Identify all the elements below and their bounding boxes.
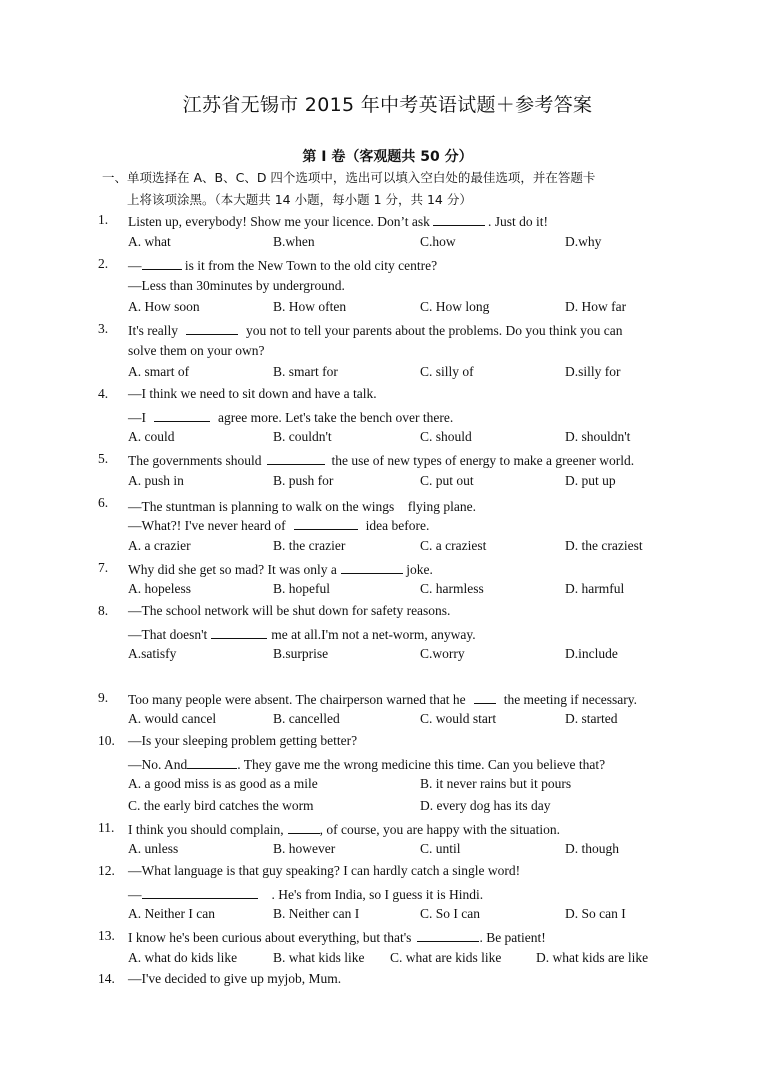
question-text — [128, 690, 637, 708]
question-number: 11. — [98, 820, 115, 835]
question-text-a: — — [128, 258, 142, 273]
question-number: 13. — [98, 928, 115, 943]
option-b: B. Neither can I — [273, 906, 360, 921]
question-line-2 — [0, 516, 775, 538]
question-text-a: It's really — [128, 323, 179, 338]
answer-blank — [474, 690, 496, 704]
question-number: 14. — [98, 971, 115, 986]
option-b: B. cancelled — [273, 711, 340, 726]
question-text-a: —That doesn't — [128, 627, 208, 642]
question-line-2 — [0, 885, 775, 907]
question-text-b: me at all.I'm not a net-worm, anyway. — [271, 627, 476, 642]
question-text-b: , of course, you are happy with the situation. — [319, 822, 560, 837]
option-a: A.satisfy — [128, 646, 177, 661]
option-d: D. though — [565, 841, 619, 856]
question-text — [128, 755, 605, 773]
question-text-a: — — [128, 887, 142, 902]
option-c: C. harmless — [420, 581, 484, 596]
question-text-b: agree more. Let's take the bench over there. — [218, 410, 454, 425]
question-line-2 — [0, 625, 775, 647]
option-b: B. what kids like — [273, 950, 365, 965]
option-d: D.why — [565, 234, 602, 249]
question-2 — [0, 256, 775, 278]
question-text — [128, 625, 476, 643]
options-row — [0, 473, 775, 495]
option-c: C. would start — [420, 711, 497, 726]
option-a: A. hopeless — [128, 581, 191, 596]
option-c: C. a craziest — [420, 538, 487, 553]
options-row — [0, 798, 775, 820]
answer-blank — [341, 560, 403, 574]
question-text — [128, 820, 560, 838]
question-text-a: I know he's been curious about everything, but that's — [128, 930, 412, 945]
option-a: A. smart of — [128, 364, 190, 379]
question-number: 8. — [98, 603, 109, 618]
question-text-b: . Be patient! — [479, 930, 546, 945]
question-14 — [0, 971, 775, 993]
question-10 — [0, 733, 775, 755]
option-c: C. should — [420, 429, 472, 444]
option-d: D.silly for — [565, 364, 621, 379]
question-text — [128, 321, 623, 339]
answer-blank — [142, 885, 258, 899]
options-row — [0, 950, 775, 972]
question-line-2 — [0, 755, 775, 777]
options-row — [0, 364, 775, 386]
question-text: —The stuntman is planning to walk on the wings flying plane. — [128, 499, 476, 514]
question-text-a: —I — [128, 410, 146, 425]
section-instructions — [0, 168, 775, 190]
question-text-b: . Just do it! — [487, 214, 548, 229]
question-number: 12. — [98, 863, 115, 878]
option-b: B. couldn't — [273, 429, 332, 444]
option-d: D. How far — [565, 299, 627, 314]
instruction-line-1: 一、单项选择在 A、B、C、D 四个选项中，选出可以填入空白处的最佳选项，并在答题卡 — [102, 170, 596, 185]
question-text: solve them on your own? — [128, 343, 265, 358]
answer-blank — [417, 928, 479, 942]
question-text — [128, 408, 453, 426]
question-text: —What language is that guy speaking? I can hardly catch a single word! — [128, 863, 521, 878]
answer-blank — [154, 408, 210, 422]
question-line-2 — [0, 278, 775, 300]
question-number: 5. — [98, 451, 109, 466]
question-number: 4. — [98, 386, 109, 401]
options-row — [0, 906, 775, 928]
option-d: D. So can I — [565, 906, 626, 921]
option-b: B. push for — [273, 473, 334, 488]
question-text-b: idea before. — [365, 518, 430, 533]
question-6 — [0, 495, 775, 517]
question-text-b: the meeting if necessary. — [503, 692, 638, 707]
option-a: A. Neither I can — [128, 906, 215, 921]
question-text — [128, 928, 546, 946]
question-text-a: Too many people were absent. The chairperson warned that he — [128, 692, 466, 707]
question-4 — [0, 386, 775, 408]
option-b: B.when — [273, 234, 315, 249]
answer-blank — [187, 755, 237, 769]
options-row — [0, 776, 775, 798]
answer-blank — [294, 516, 358, 530]
instruction-row-2 — [0, 190, 775, 212]
question-3 — [0, 321, 775, 343]
option-c: C. silly of — [420, 364, 474, 379]
option-d: D. started — [565, 711, 618, 726]
question-text-b: is it from the New Town to the old city centre? — [181, 258, 438, 273]
options-row — [0, 538, 775, 560]
option-a: A. a crazier — [128, 538, 191, 553]
question-text — [128, 885, 483, 903]
question-text-a: —What?! I've never heard of — [128, 518, 286, 533]
option-c: C. what are kids like — [390, 950, 502, 965]
option-a: A. what do kids like — [128, 950, 238, 965]
question-text-a: —No. And — [128, 757, 188, 772]
question-text-b: . He's from India, so I guess it is Hindi. — [271, 887, 484, 902]
question-number: 7. — [98, 560, 109, 575]
option-a: A. could — [128, 429, 175, 444]
option-d: D. every dog has its day — [420, 798, 551, 813]
option-b: B. it never rains but it pours — [420, 776, 572, 791]
question-text-a: Listen up, everybody! Show me your licence. Don’t ask — [128, 214, 430, 229]
question-text — [128, 212, 548, 230]
option-b: B. the crazier — [273, 538, 346, 553]
option-c: C. So I can — [420, 906, 480, 921]
question-text — [128, 256, 437, 274]
question-number: 9. — [98, 690, 109, 705]
option-d: D. what kids are like — [536, 950, 649, 965]
option-b: B. smart for — [273, 364, 338, 379]
option-c: C. put out — [420, 473, 474, 488]
page-title: 江苏省无锡市 2015 年中考英语试题＋参考答案 — [182, 94, 593, 116]
question-13 — [0, 928, 775, 950]
question-text: —Less than 30minutes by underground. — [128, 278, 345, 293]
question-text-a: The governments should — [128, 453, 262, 468]
question-text: —I've decided to give up myjob, Mum. — [128, 971, 342, 986]
question-number: 2. — [98, 256, 109, 271]
question-number: 10. — [98, 733, 115, 748]
question-text-b: you not to tell your parents about the problems. Do you think you can — [246, 323, 623, 338]
question-text — [128, 451, 634, 469]
option-d: D.include — [565, 646, 618, 661]
question-number: 6. — [98, 495, 109, 510]
section-subtitle: 第 I 卷（客观题共 50 分） — [302, 149, 473, 165]
question-number: 1. — [98, 212, 109, 227]
question-9 — [0, 690, 775, 712]
options-row — [0, 234, 775, 256]
question-8 — [0, 603, 775, 625]
option-a: A. a good miss is as good as a mile — [128, 776, 318, 791]
option-c: C. the early bird catches the worm — [128, 798, 314, 813]
answer-blank — [142, 256, 182, 270]
option-d: D. the craziest — [565, 538, 643, 553]
option-a: A. How soon — [128, 299, 200, 314]
instruction-line-2: 上将该项涂黑。（本大题共 14 小题，每小题 1 分，共 14 分） — [127, 192, 472, 207]
option-a: A. unless — [128, 841, 179, 856]
question-text-a: I think you should complain, — [128, 822, 284, 837]
option-b: B.surprise — [273, 646, 329, 661]
question-text: —Is your sleeping problem getting better? — [128, 733, 358, 748]
question-number: 3. — [98, 321, 109, 336]
option-a: A. would cancel — [128, 711, 217, 726]
option-c: C. How long — [420, 299, 490, 314]
question-11 — [0, 820, 775, 842]
answer-blank — [433, 212, 485, 226]
option-c: C.how — [420, 234, 456, 249]
options-row — [0, 646, 775, 668]
question-text-b: joke. — [402, 562, 433, 577]
question-5 — [0, 451, 775, 473]
question-7 — [0, 560, 775, 582]
options-row — [0, 711, 775, 733]
question-line-2 — [0, 343, 775, 365]
option-a: A. what — [128, 234, 171, 249]
question-text — [128, 560, 433, 578]
option-c: C. until — [420, 841, 461, 856]
option-c: C.worry — [420, 646, 465, 661]
answer-blank — [288, 820, 320, 834]
question-text: —The school network will be shut down for safety reasons. — [128, 603, 451, 618]
options-row — [0, 299, 775, 321]
answer-blank — [211, 625, 267, 639]
question-text-b: . They gave me the wrong medicine this time. Can you believe that? — [237, 757, 606, 772]
answer-blank — [267, 451, 325, 465]
question-text-a: Why did she get so mad? It was only a — [128, 562, 337, 577]
option-b: B. hopeful — [273, 581, 330, 596]
question-text — [128, 516, 429, 534]
option-b: B. however — [273, 841, 336, 856]
question-line-2 — [0, 408, 775, 430]
question-text-b: the use of new types of energy to make a greener world. — [331, 453, 635, 468]
option-d: D. shouldn't — [565, 429, 631, 444]
answer-blank — [186, 321, 238, 335]
option-d: D. harmful — [565, 581, 625, 596]
option-a: A. push in — [128, 473, 184, 488]
option-b: B. How often — [273, 299, 347, 314]
question-1 — [0, 212, 775, 234]
option-d: D. put up — [565, 473, 616, 488]
options-row — [0, 841, 775, 863]
options-row — [0, 581, 775, 603]
question-12 — [0, 863, 775, 885]
question-text: —I think we need to sit down and have a talk. — [128, 386, 377, 401]
options-row — [0, 429, 775, 451]
